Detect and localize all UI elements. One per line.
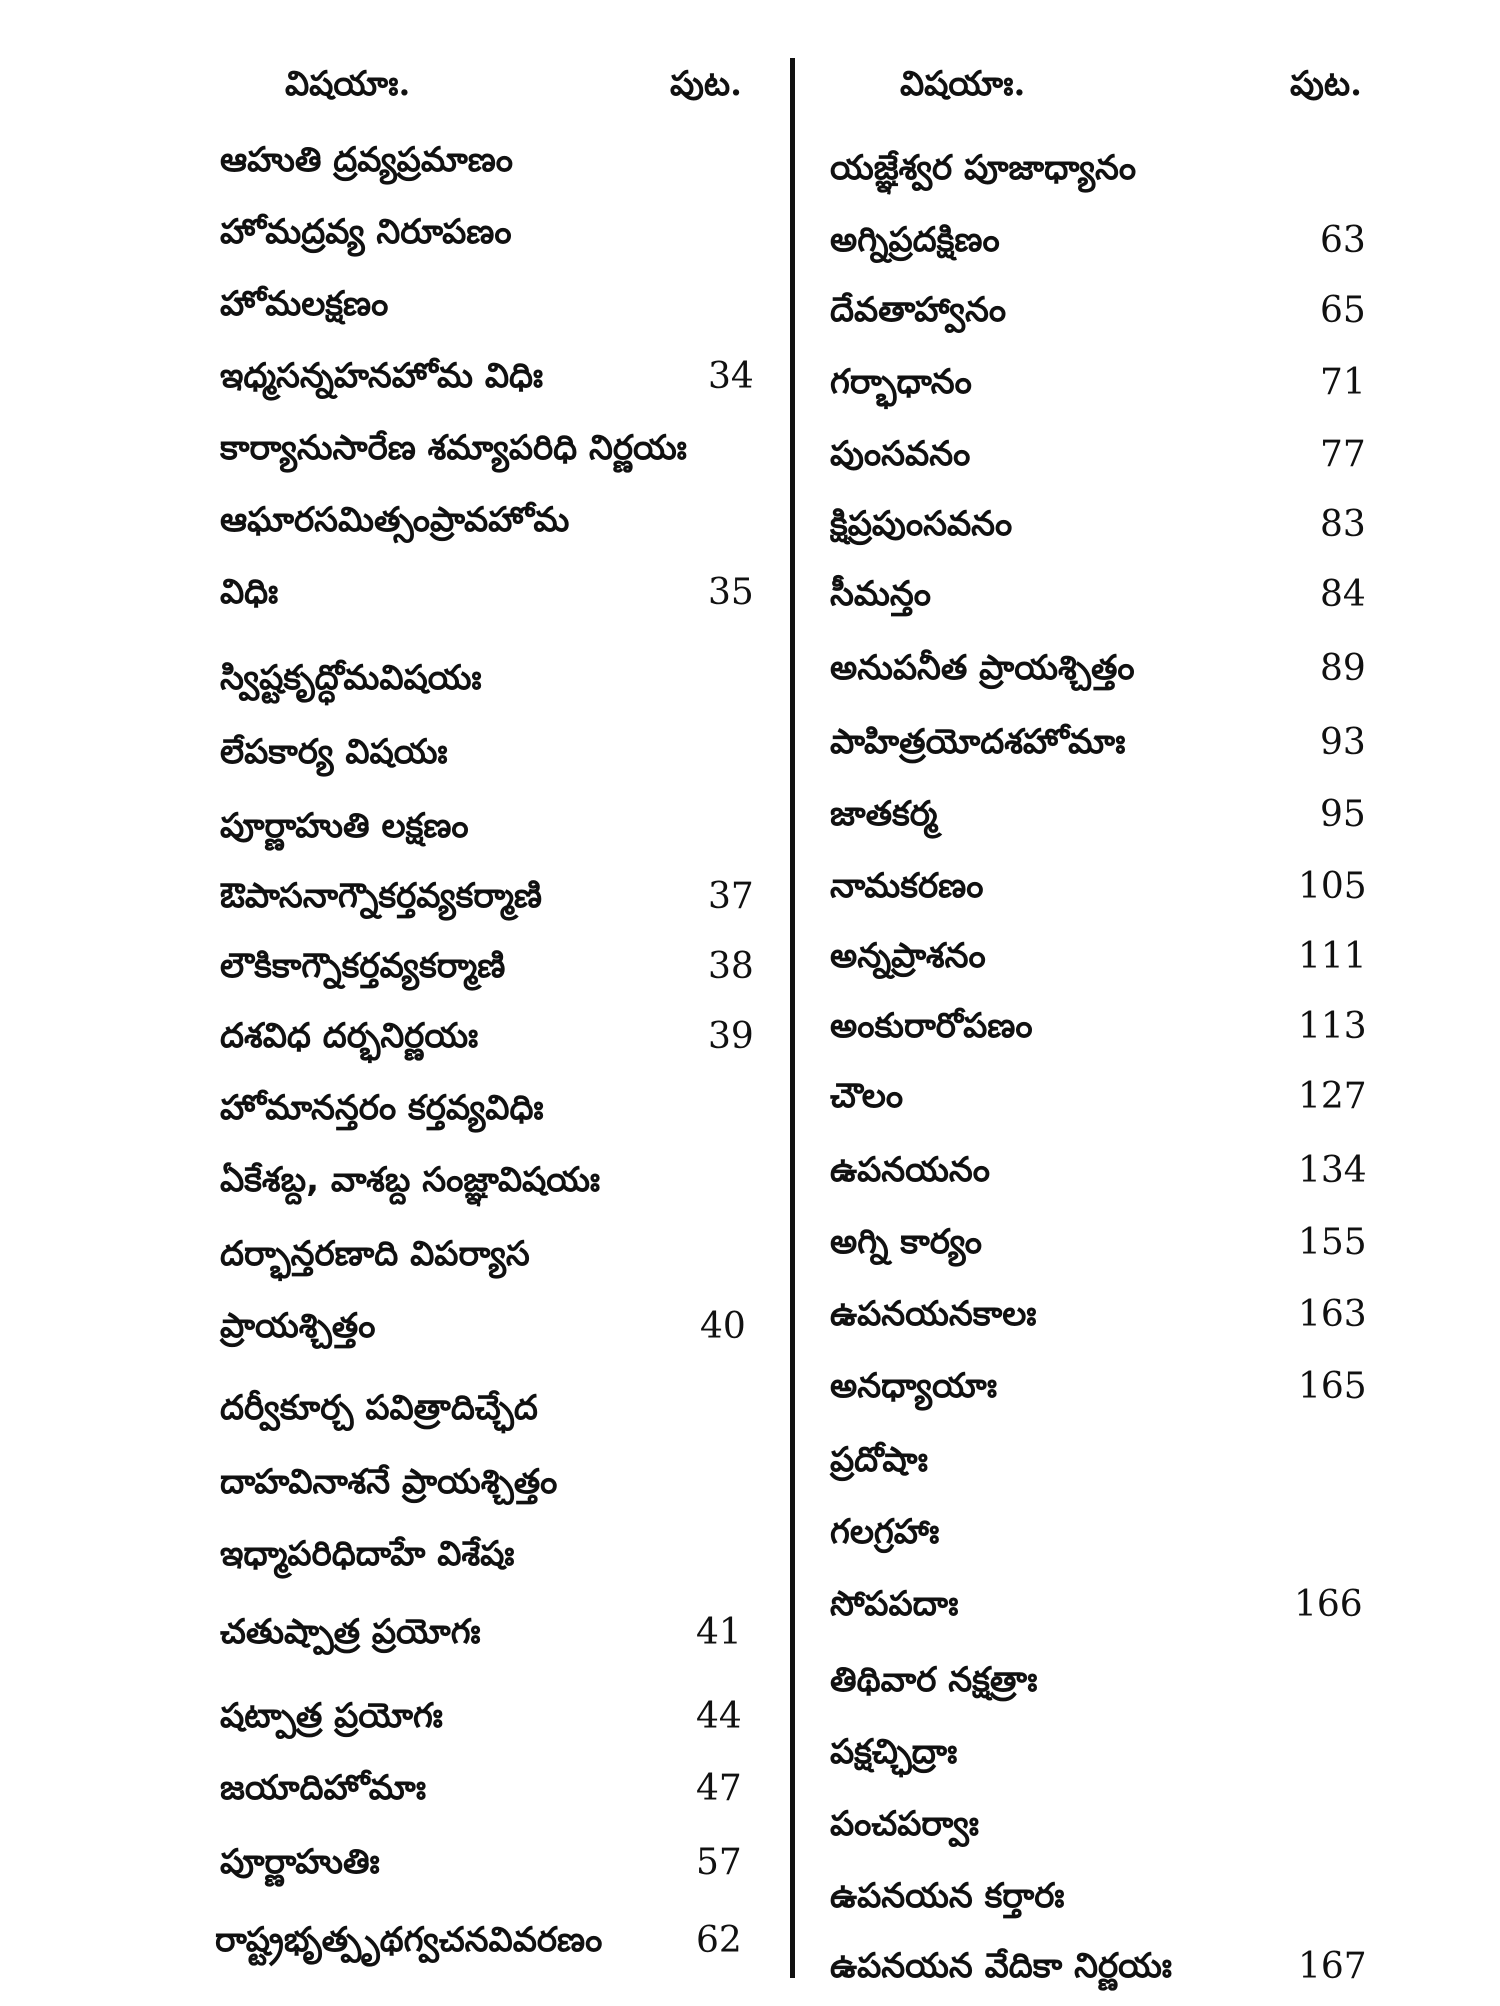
entry-page: 44 (696, 1696, 742, 1737)
entry-title: ఉపనయన కర్తారః (830, 1876, 1065, 1916)
entry-page: 63 (1320, 220, 1366, 261)
entry-title: ప్రదోషాః (830, 1440, 928, 1480)
entry-title: ఉపనయన వేదికా నిర్ణయః (830, 1946, 1172, 1986)
entry-title: హోమద్రవ్య నిరూపణం (220, 212, 512, 252)
entry-page: 37 (708, 876, 754, 917)
entry-page: 165 (1298, 1366, 1367, 1407)
entry-page: 65 (1320, 290, 1366, 331)
right-header-subject: విషయాః. (900, 64, 1026, 104)
entry-page: 77 (1320, 434, 1366, 475)
entry-title: షట్పాత్ర ప్రయోగః (220, 1696, 443, 1736)
entry-page: 38 (708, 946, 754, 987)
entry-title: పూర్ణాహుతిః (220, 1842, 380, 1882)
entry-title: హోమానన్తరం కర్తవ్యవిధిః (220, 1088, 544, 1128)
entry-page: 163 (1298, 1294, 1367, 1335)
entry-title: దశవిధ దర్భనిర్ణయః (220, 1016, 479, 1056)
entry-title: పూర్ణాహుతి లక్షణం (220, 806, 469, 846)
entry-title: నామకరణం (830, 866, 984, 906)
entry-title: దర్వీకూర్చ పవిత్రాదిచ్ఛేద (220, 1388, 538, 1428)
entry-title: ఉపనయనం (830, 1150, 991, 1190)
entry-title: ఉపనయనకాలః (830, 1294, 1037, 1334)
entry-title: హోమలక్షణం (220, 284, 389, 324)
entry-page: 47 (696, 1768, 742, 1809)
entry-page: 134 (1298, 1150, 1367, 1191)
left-header-subject: విషయాః. (285, 64, 411, 104)
entry-title: అగ్ని కార్యం (830, 1222, 982, 1262)
entry-page: 62 (696, 1920, 742, 1961)
entry-title: సీమన్తం (830, 574, 931, 614)
entry-title: ఇధ్మాపరిధిదాహే విశేషః (220, 1534, 515, 1574)
column-divider (790, 58, 795, 1978)
entry-page: 166 (1294, 1584, 1363, 1625)
left-header-page: పుట. (670, 64, 743, 104)
entry-page: 39 (708, 1016, 754, 1057)
entry-title: కార్యానుసారేణ శమ్యాపరిధి నిర్ణయః (220, 428, 687, 468)
entry-page: 84 (1320, 574, 1366, 615)
entry-page: 34 (708, 356, 754, 397)
entry-title: పాహిత్రయోదశహోమాః (830, 722, 1126, 762)
entry-page: 83 (1320, 504, 1366, 545)
entry-title: అంకురారోపణం (830, 1006, 1033, 1046)
entry-title: అనుపనీత ప్రాయశ్చిత్తం (830, 648, 1135, 688)
entry-title: ఔపాసనాగ్నౌకర్తవ్యకర్మాణి (220, 876, 542, 916)
entry-page: 40 (700, 1306, 746, 1347)
entry-page: 105 (1298, 866, 1367, 907)
entry-title: విధిః (220, 572, 279, 612)
entry-title: రాష్ట్రభృత్పృథగ్వచనవివరణం (215, 1920, 603, 1960)
entry-title: దాహవినాశనే ప్రాయశ్చిత్తం (220, 1462, 558, 1502)
entry-title: పంచపర్వాః (830, 1804, 979, 1844)
entry-title: చౌలం (830, 1076, 904, 1116)
entry-title: ఇధ్మసన్నహనహోమ విధిః (220, 356, 544, 396)
entry-title: ఆహుతి ద్రవ్యప్రమాణం (220, 140, 514, 180)
entry-title: జాతకర్మ (830, 794, 938, 834)
entry-title: గలగ్రహాః (830, 1512, 940, 1552)
entry-title: స్విష్టకృద్ధోమవిషయః (220, 658, 482, 698)
entry-page: 113 (1298, 1006, 1367, 1047)
entry-title: పక్షచ్ఛిద్రాః (830, 1732, 958, 1772)
entry-title: అన్నప్రాశనం (830, 936, 986, 976)
entry-title: ఆఘారసమిత్సంప్రావహోమ (220, 500, 570, 540)
entry-page: 89 (1320, 648, 1366, 689)
entry-title: అనధ్యాయాః (830, 1366, 998, 1406)
entry-page: 167 (1298, 1946, 1367, 1987)
entry-title: సోపపదాః (830, 1584, 959, 1624)
entry-page: 111 (1298, 936, 1367, 977)
right-header-page: పుట. (1290, 64, 1363, 104)
entry-page: 127 (1298, 1076, 1367, 1117)
entry-title: పుంసవనం (830, 434, 971, 474)
entry-page: 155 (1298, 1222, 1367, 1263)
entry-page: 93 (1320, 722, 1366, 763)
entry-page: 35 (708, 572, 754, 613)
entry-page: 41 (696, 1612, 742, 1653)
entry-title: ప్రాయశ్చిత్తం (220, 1306, 376, 1346)
entry-title: ఏకేశబ్ద, వాశబ్ద సంజ్ఞావిషయః (220, 1160, 601, 1200)
entry-title: గర్భాధానం (830, 362, 972, 402)
entry-title: అగ్నిప్రదక్షిణం (830, 220, 1000, 260)
entry-page: 95 (1320, 794, 1366, 835)
entry-page: 57 (696, 1842, 742, 1883)
entry-title: యజ్ఞేశ్వర పూజాధ్యానం (830, 148, 1137, 188)
entry-title: లేపకార్య విషయః (220, 732, 448, 772)
entry-title: లౌకికాగ్నౌకర్తవ్యకర్మాణి (220, 946, 506, 986)
entry-page: 71 (1320, 362, 1366, 403)
entry-title: చతుష్పాత్ర ప్రయోగః (220, 1612, 481, 1652)
entry-title: తిథివార నక్షత్రాః (830, 1660, 1038, 1700)
entry-title: దేవతాహ్వానం (830, 290, 1007, 330)
entry-title: జయాదిహోమాః (220, 1768, 427, 1808)
entry-title: క్షిప్రపుంసవనం (830, 504, 1013, 544)
entry-title: దర్భాన్తరణాది విపర్యాస (220, 1234, 530, 1274)
